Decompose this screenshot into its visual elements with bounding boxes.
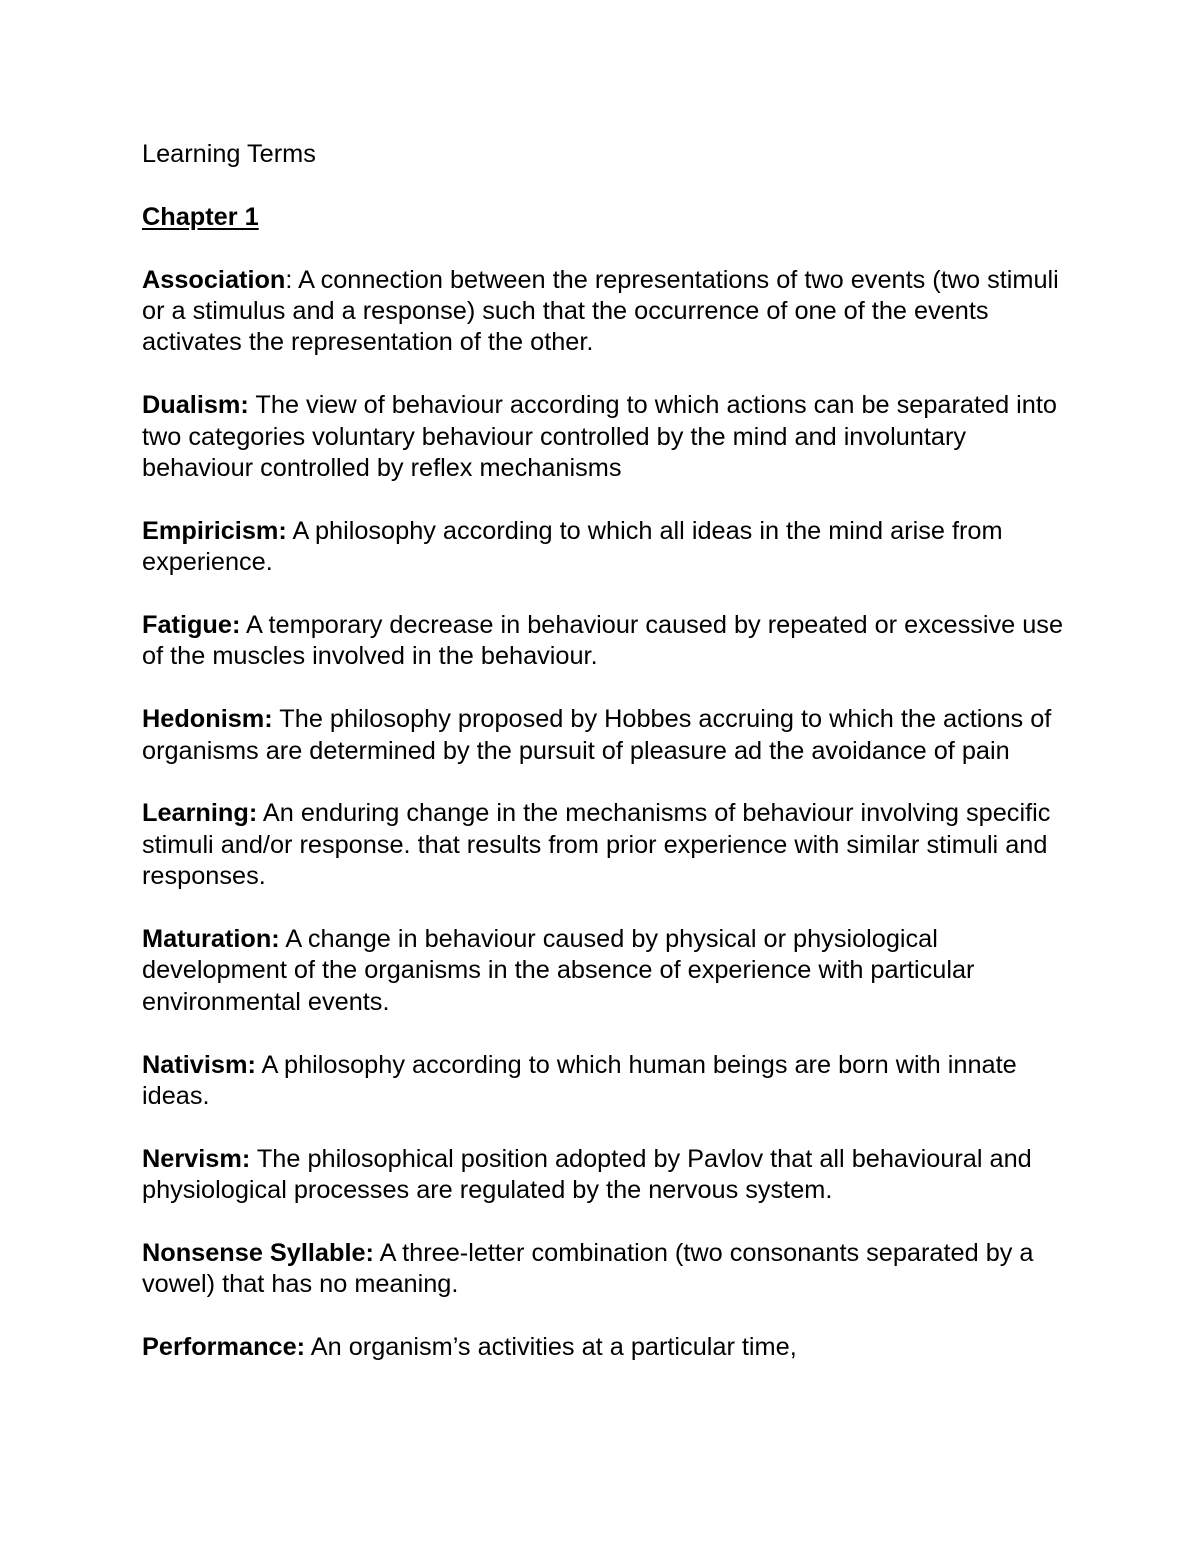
term-definition: A connection between the representations of two events (two stimuli or a stimulus and a response) such that the occurrence of one of the events activates the representation of the other.: [142, 265, 1059, 357]
glossary-entry-hedonism: [142, 704, 1072, 767]
term-label: Maturation:: [142, 925, 280, 954]
term-label: Learning:: [142, 799, 258, 828]
term-label: Nativism:: [142, 1050, 256, 1079]
term-definition: A philosophy according to which human beings are born with innate ideas.: [142, 1050, 1017, 1111]
term-label: Nervism:: [142, 1144, 251, 1173]
glossary-entry-nonsense-syllable: [142, 1238, 1072, 1301]
term-separator: :: [285, 265, 299, 294]
glossary-entry-nativism: [142, 1050, 1072, 1113]
term-definition: The philosophy proposed by Hobbes accruing to which the actions of organisms are determined by the pursuit of pleasure ad the avoidance of pain: [142, 705, 1052, 765]
glossary-entry-performance: [142, 1332, 1072, 1363]
document-title: Learning Terms: [142, 140, 316, 168]
glossary-entry-nervism: [142, 1144, 1072, 1207]
term-definition: A three-letter combination (two consonants separated by a vowel) that has no meaning.: [142, 1239, 1034, 1299]
chapter-heading: Chapter 1: [142, 202, 259, 231]
term-label: Empiricism:: [142, 516, 287, 545]
term-separator: [250, 1145, 257, 1173]
glossary-entry-maturation: [142, 924, 1072, 1018]
glossary-entry-learning: [142, 798, 1072, 892]
term-definition: A philosophy according to which all ideas in the mind arise from experience.: [142, 516, 1003, 577]
document-page: [142, 139, 1072, 1395]
glossary-entry-fatigue: [142, 610, 1072, 673]
term-definition: A temporary decrease in behaviour caused by repeated or excessive use of the muscles involved in the behaviour.: [142, 611, 1064, 671]
term-definition: The view of behaviour according to which actions can be separated into two categories voluntary behaviour controlled by the mind and involuntary behaviour controlled by reflex mechanisms: [142, 391, 1057, 483]
term-label: Association: [142, 265, 286, 294]
term-label: Hedonism:: [142, 705, 273, 734]
glossary-entry-association: [142, 265, 1072, 359]
term-label: Dualism:: [142, 391, 249, 420]
glossary-entry-empiricism: [142, 516, 1072, 579]
term-label: Nonsense Syllable:: [142, 1239, 374, 1268]
glossary-entry-dualism: [142, 390, 1072, 484]
term-definition: An enduring change in the mechanisms of behaviour involving specific stimuli and/or response. that results from prior experience with similar stimuli and responses.: [142, 799, 1051, 891]
term-definition: The philosophical position adopted by Pavlov that all behavioural and physiological processes are regulated by the nervous system.: [142, 1144, 1032, 1205]
term-definition: An organism’s activities at a particular time,: [310, 1333, 797, 1362]
term-definition: A change in behaviour caused by physical or physiological development of the organisms in the absence of experience with particular environmental events.: [142, 925, 975, 1016]
term-label: Performance:: [142, 1333, 306, 1362]
term-label: Fatigue:: [142, 611, 241, 640]
